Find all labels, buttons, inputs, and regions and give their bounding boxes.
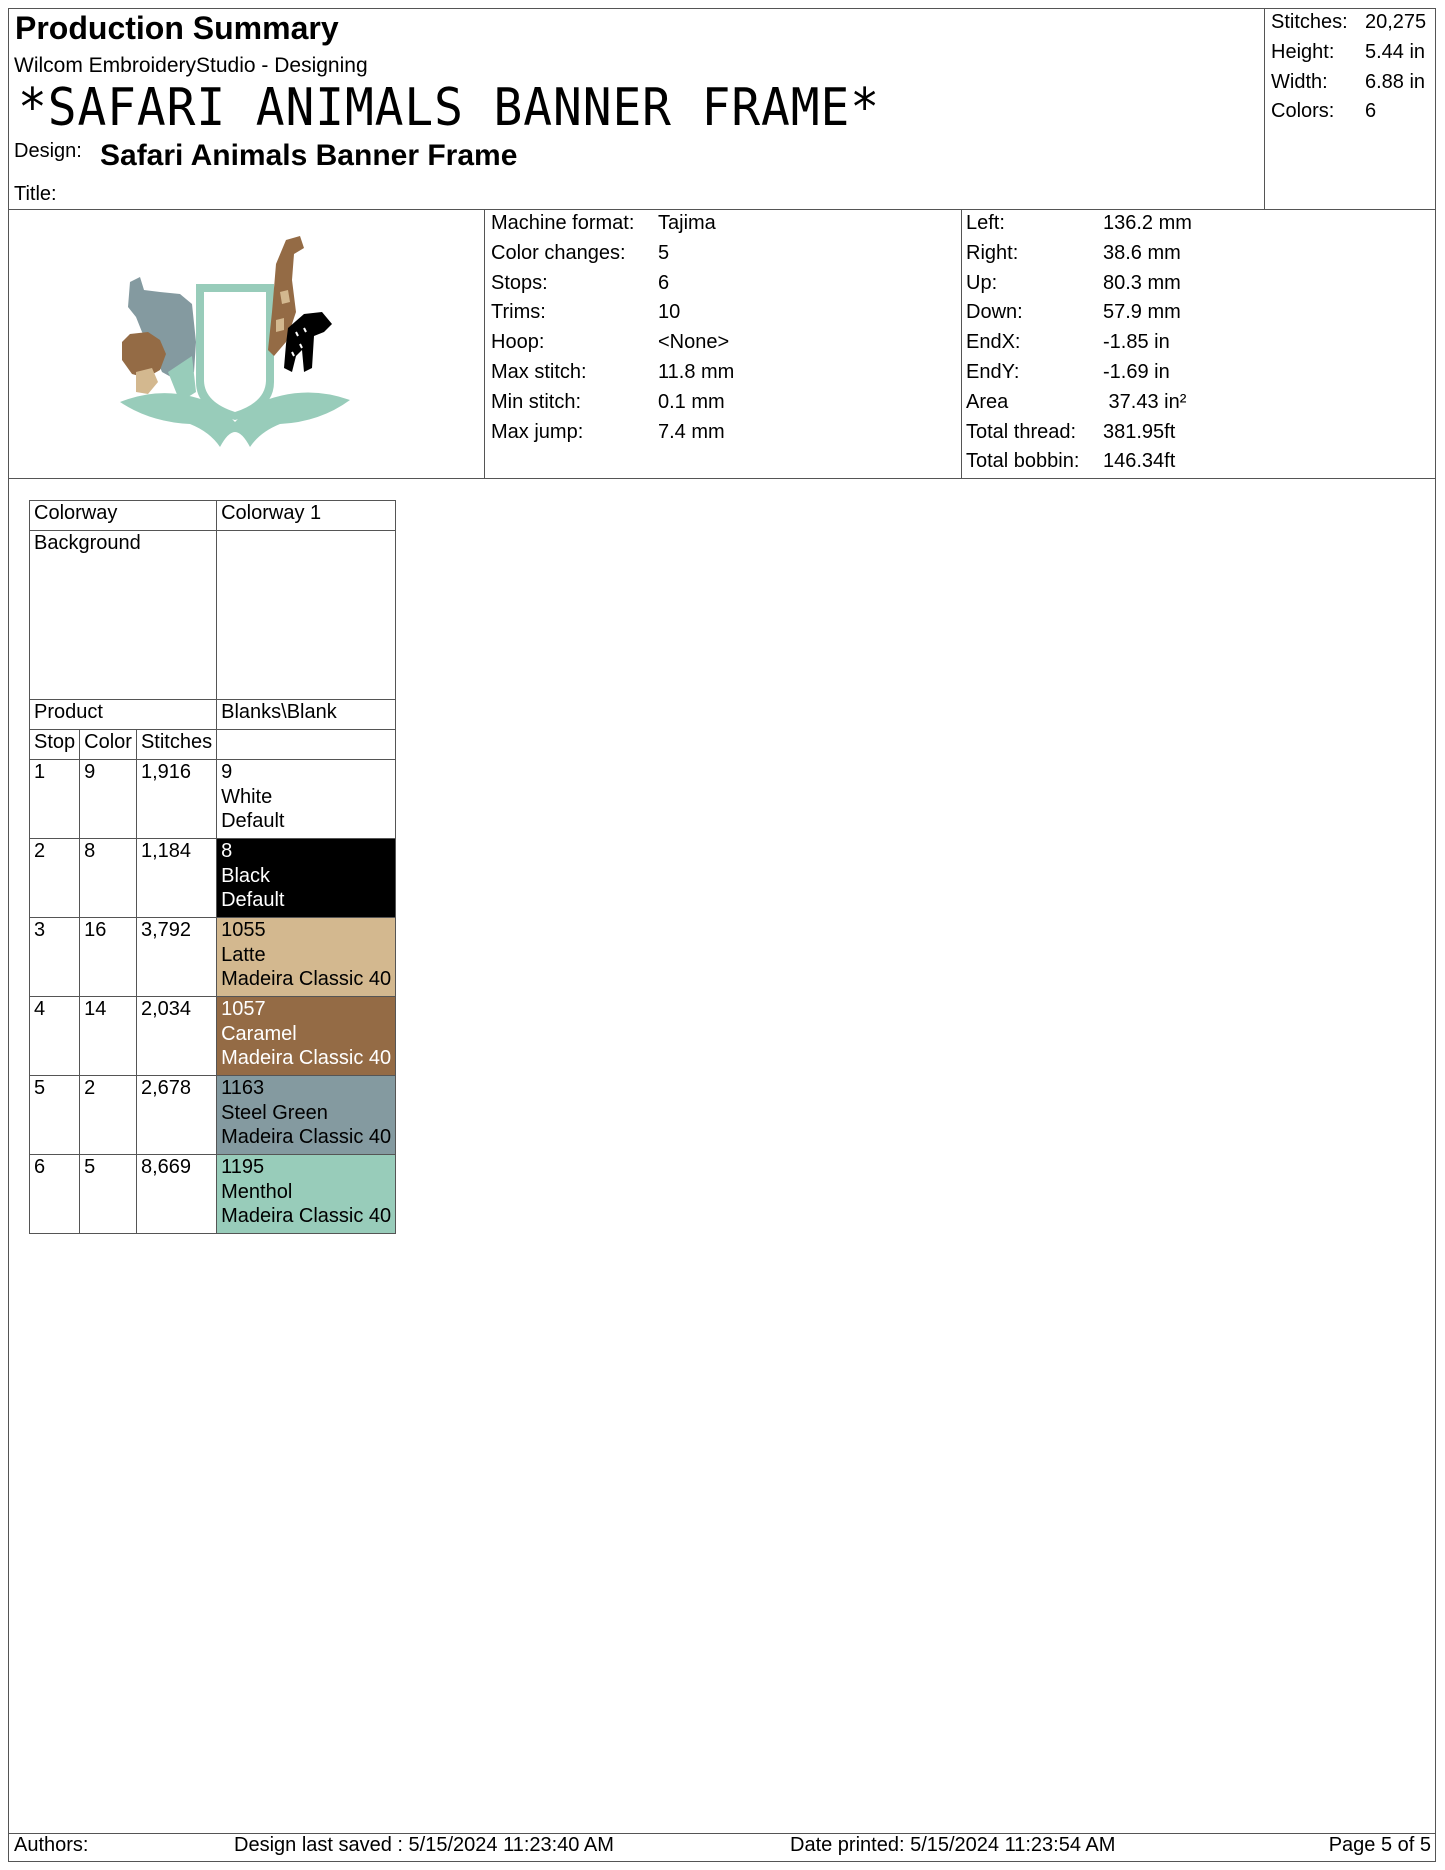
machine-row-max-jump <box>491 418 734 448</box>
design-big-name: *SAFARI ANIMALS BANNER FRAME* <box>18 78 880 138</box>
row-stop: 6 <box>30 1155 80 1234</box>
summary-table <box>1271 8 1426 127</box>
machine-row-max-stitch <box>491 358 734 388</box>
design-value: Safari Animals Banner Frame <box>100 139 518 172</box>
summary-value: 5.44 in <box>1365 40 1426 63</box>
extents-table <box>966 209 1192 477</box>
row-color: 14 <box>80 997 137 1076</box>
summary-label: Stitches: <box>1271 11 1348 33</box>
machine-row-color-changes <box>491 239 734 269</box>
machine-label: Color changes: <box>491 241 626 264</box>
machine-label: Stops: <box>491 271 548 294</box>
extents-value: 146.34ft <box>1103 450 1176 473</box>
thread-swatch <box>217 1155 396 1234</box>
table-row <box>30 760 396 839</box>
design-preview-image <box>100 232 400 457</box>
machine-label: Max jump: <box>491 420 584 443</box>
extents-label: Left: <box>966 212 1005 234</box>
machine-label: Min stitch: <box>491 390 582 413</box>
background-row <box>30 531 396 700</box>
extents-value: -1.69 in <box>1103 360 1170 383</box>
extents-row-left <box>966 209 1192 239</box>
summary-row-colors <box>1271 97 1426 127</box>
colorway-table <box>29 500 396 1234</box>
thread-swatch <box>217 839 396 918</box>
summary-value: 6 <box>1365 100 1377 123</box>
title-label: Title: <box>14 183 57 205</box>
thread-brand: Madeira Classic 40 <box>221 1047 392 1069</box>
thread-swatch <box>217 1076 396 1155</box>
row-stop: 3 <box>30 918 80 997</box>
background-value <box>217 531 396 700</box>
row-stop: 2 <box>30 839 80 918</box>
extents-row-total-thread <box>966 418 1192 448</box>
machine-value: 11.8 mm <box>658 360 735 383</box>
machine-table <box>491 209 734 447</box>
summary-value: 20,275 <box>1365 11 1427 33</box>
machine-label: Machine format: <box>491 212 635 234</box>
thread-brand: Madeira Classic 40 <box>221 968 392 990</box>
machine-row-min-stitch <box>491 388 734 418</box>
table-row <box>30 918 396 997</box>
summary-value: 6.88 in <box>1365 70 1426 93</box>
product-label: Product <box>30 700 217 730</box>
machine-label: Max stitch: <box>491 360 587 383</box>
extents-label: Right: <box>966 241 1019 264</box>
row-color: 5 <box>80 1155 137 1234</box>
summary-row-height <box>1271 38 1426 68</box>
thread-code: 1057 <box>221 998 266 1020</box>
footer-divider <box>8 1833 1436 1834</box>
extents-value: -1.85 in <box>1103 331 1170 354</box>
thread-name: Black <box>221 864 271 887</box>
row-stop: 4 <box>30 997 80 1076</box>
machine-row-trims <box>491 298 734 328</box>
machine-value: 5 <box>658 241 670 264</box>
row-color: 8 <box>80 839 137 918</box>
extents-row-up <box>966 269 1192 299</box>
extents-label: Area <box>966 390 1009 413</box>
machine-row-stops <box>491 269 734 299</box>
extents-row-total-bobbin <box>966 447 1192 477</box>
extents-value: 57.9 mm <box>1103 301 1181 324</box>
row-stitches: 1,916 <box>136 760 216 839</box>
machine-label: Hoop: <box>491 331 545 354</box>
background-label: Background <box>30 531 217 700</box>
table-row <box>30 1076 396 1155</box>
row-color: 2 <box>80 1076 137 1155</box>
thread-brand: Default <box>221 889 285 911</box>
row-stitches: 3,792 <box>136 918 216 997</box>
table-row <box>30 839 396 918</box>
header-thread <box>217 730 396 760</box>
banner-frame-shape <box>196 284 274 420</box>
thread-brand: Madeira Classic 40 <box>221 1126 392 1148</box>
colorway-label: Colorway <box>30 501 217 531</box>
thread-name: Latte <box>221 943 266 966</box>
extents-label: Up: <box>966 271 998 294</box>
footer-date-printed: Date printed: 5/15/2024 11:23:54 AM <box>790 1834 1116 1856</box>
summary-label: Colors: <box>1271 100 1335 123</box>
header-stitches: Stitches <box>136 730 216 760</box>
design-label: Design: <box>14 140 82 162</box>
thread-code: 9 <box>221 761 233 783</box>
summary-label: Width: <box>1271 70 1328 93</box>
machine-value: 10 <box>658 301 681 324</box>
row-color: 16 <box>80 918 137 997</box>
extents-row-down <box>966 298 1192 328</box>
summary-label: Height: <box>1271 40 1335 63</box>
machine-value: <None> <box>658 331 730 354</box>
row-stop: 5 <box>30 1076 80 1155</box>
thread-name: White <box>221 785 273 808</box>
extents-row-right <box>966 239 1192 269</box>
page-title: Production Summary <box>15 10 339 46</box>
thread-name: Steel Green <box>221 1101 328 1124</box>
thread-code: 8 <box>221 840 233 862</box>
thread-swatch <box>217 918 396 997</box>
machine-row-format <box>491 209 734 239</box>
machine-label: Trims: <box>491 301 546 324</box>
footer-authors: Authors: <box>14 1834 89 1856</box>
footer-page-number: Page 5 of 5 <box>1328 1834 1431 1856</box>
machine-row-hoop <box>491 328 734 358</box>
extents-row-area <box>966 388 1192 418</box>
thread-name: Caramel <box>221 1022 297 1045</box>
extents-row-endx <box>966 328 1192 358</box>
info-divider-horizontal <box>8 478 1436 479</box>
header-divider-vertical <box>1264 8 1265 209</box>
table-row <box>30 997 396 1076</box>
colorway-row <box>30 501 396 531</box>
color-table-header <box>30 730 396 760</box>
thread-code: 1195 <box>221 1156 265 1178</box>
machine-value: Tajima <box>658 212 716 234</box>
summary-row-stitches <box>1271 8 1426 38</box>
extents-value: 37.43 in² <box>1103 390 1187 413</box>
extents-value: 136.2 mm <box>1103 212 1192 234</box>
extents-row-endy <box>966 358 1192 388</box>
row-stop: 1 <box>30 760 80 839</box>
thread-brand: Madeira Classic 40 <box>221 1205 392 1227</box>
info-divider-right <box>961 209 962 478</box>
extents-label: Total bobbin: <box>966 450 1080 473</box>
extents-label: Total thread: <box>966 420 1077 443</box>
machine-value: 6 <box>658 271 670 294</box>
extents-value: 38.6 mm <box>1103 241 1181 264</box>
thread-code: 1055 <box>221 919 266 941</box>
product-row <box>30 700 396 730</box>
row-stitches: 2,034 <box>136 997 216 1076</box>
thread-brand: Default <box>221 810 285 832</box>
thread-code: 1163 <box>221 1077 265 1099</box>
machine-value: 0.1 mm <box>658 390 725 413</box>
colorway-value: Colorway 1 <box>217 501 396 531</box>
thread-swatch <box>217 760 396 839</box>
row-stitches: 8,669 <box>136 1155 216 1234</box>
extents-value: 80.3 mm <box>1103 271 1181 294</box>
table-row <box>30 1155 396 1234</box>
extents-label: EndY: <box>966 360 1020 383</box>
footer-last-saved: Design last saved : 5/15/2024 11:23:40 AM <box>234 1834 614 1856</box>
header-stop: Stop <box>30 730 80 760</box>
extents-label: EndX: <box>966 331 1021 354</box>
thread-name: Menthol <box>221 1180 293 1203</box>
summary-row-width <box>1271 68 1426 98</box>
row-color: 9 <box>80 760 137 839</box>
row-stitches: 1,184 <box>136 839 216 918</box>
extents-value: 381.95ft <box>1103 420 1176 443</box>
thread-swatch <box>217 997 396 1076</box>
row-stitches: 2,678 <box>136 1076 216 1155</box>
header-color: Color <box>80 730 137 760</box>
product-value: Blanks\Blank <box>217 700 396 730</box>
machine-value: 7.4 mm <box>658 420 725 443</box>
info-divider-left <box>484 209 485 478</box>
extents-label: Down: <box>966 301 1023 324</box>
software-name: Wilcom EmbroideryStudio - Designing <box>14 54 368 77</box>
